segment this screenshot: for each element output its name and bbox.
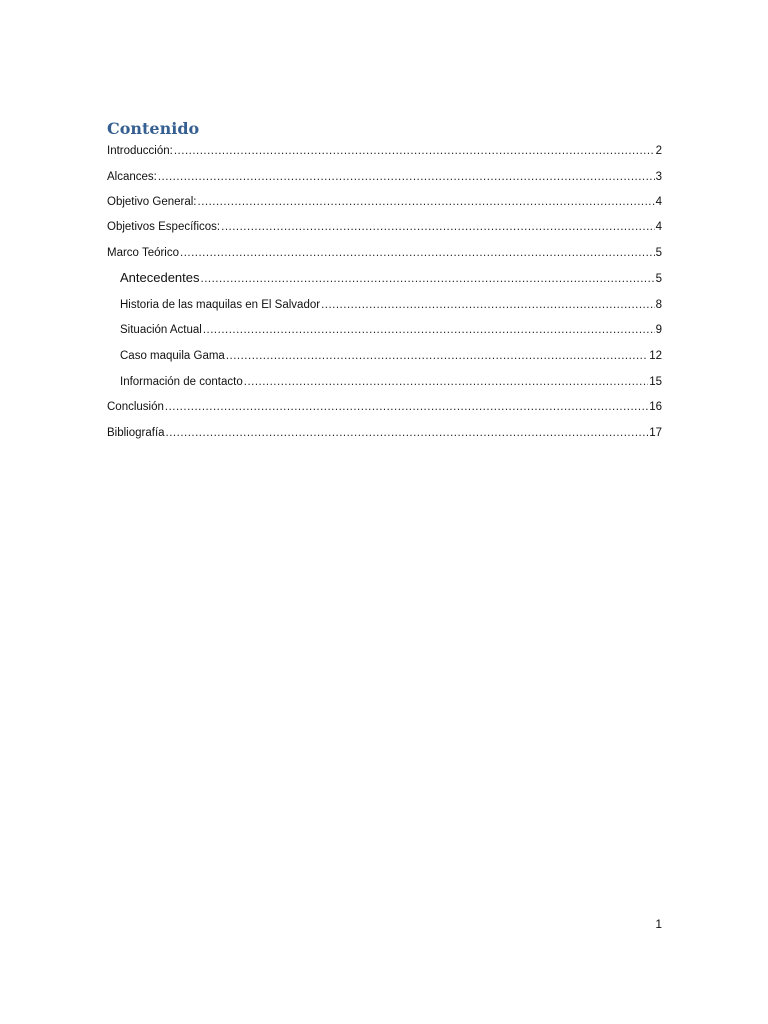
toc-entry-bibliografia[interactable] — [107, 424, 662, 442]
toc-entry-page: 15 — [649, 376, 662, 388]
toc-entry-page: 8 — [655, 299, 662, 311]
toc-entry-conclusion[interactable] — [107, 398, 662, 416]
toc-dot-leader — [198, 193, 655, 211]
toc-entry-label: Objetivo General: — [107, 196, 197, 208]
toc-entry-page: 5 — [655, 247, 662, 259]
toc-entry-antecedentes[interactable] — [120, 269, 662, 287]
toc-dot-leader — [180, 244, 655, 262]
toc-entry-page: 2 — [655, 145, 662, 157]
toc-entry-label: Bibliografía — [107, 427, 165, 439]
toc-entry-page: 4 — [655, 221, 662, 233]
toc-entry-page: 17 — [649, 427, 662, 439]
toc-entry-label: Marco Teórico — [107, 247, 180, 259]
toc-entry-page: 16 — [649, 401, 662, 413]
toc-dot-leader — [321, 296, 655, 314]
toc-entry-page: 3 — [655, 171, 662, 183]
toc-entry-introduccion[interactable] — [107, 142, 662, 160]
toc-entry-page: 12 — [649, 350, 662, 362]
toc-entry-label: Antecedentes — [120, 270, 200, 285]
toc-entry-objetivo-general[interactable] — [107, 193, 662, 211]
toc-entry-label: Conclusión — [107, 401, 164, 413]
toc-dot-leader — [226, 347, 648, 365]
toc-dot-leader — [158, 168, 655, 186]
page-number: 1 — [655, 917, 662, 931]
toc-dot-leader — [165, 398, 648, 416]
toc-entry-label: Historia de las maquilas en El Salvador — [120, 299, 321, 311]
toc-entry-informacion-contacto[interactable] — [120, 373, 662, 391]
toc-entry-label: Objetivos Específicos: — [107, 221, 221, 233]
toc-title: Contenido — [107, 119, 200, 138]
toc-dot-leader — [244, 373, 648, 391]
toc-entry-page: 5 — [655, 273, 662, 285]
toc-entry-historia-maquilas[interactable] — [120, 296, 662, 314]
table-of-contents — [107, 0, 662, 1024]
toc-entry-caso-maquila-gama[interactable] — [120, 347, 662, 365]
toc-dot-leader — [221, 218, 654, 236]
toc-entry-label: Situación Actual — [120, 324, 202, 336]
toc-entry-objetivos-especificos[interactable] — [107, 218, 662, 236]
toc-dot-leader — [203, 321, 655, 339]
toc-entry-alcances[interactable] — [107, 168, 662, 186]
toc-entry-situacion-actual[interactable] — [120, 321, 662, 339]
toc-dot-leader — [201, 270, 655, 287]
toc-entry-label: Alcances: — [107, 171, 157, 183]
toc-entry-label: Introducción: — [107, 145, 173, 157]
toc-entry-label: Caso maquila Gama — [120, 350, 225, 362]
toc-entry-marco-teorico[interactable] — [107, 244, 662, 262]
toc-dot-leader — [166, 424, 649, 442]
toc-dot-leader — [174, 142, 655, 160]
toc-entry-page: 9 — [655, 324, 662, 336]
toc-entry-label: Información de contacto — [120, 376, 243, 388]
toc-entry-page: 4 — [655, 196, 662, 208]
